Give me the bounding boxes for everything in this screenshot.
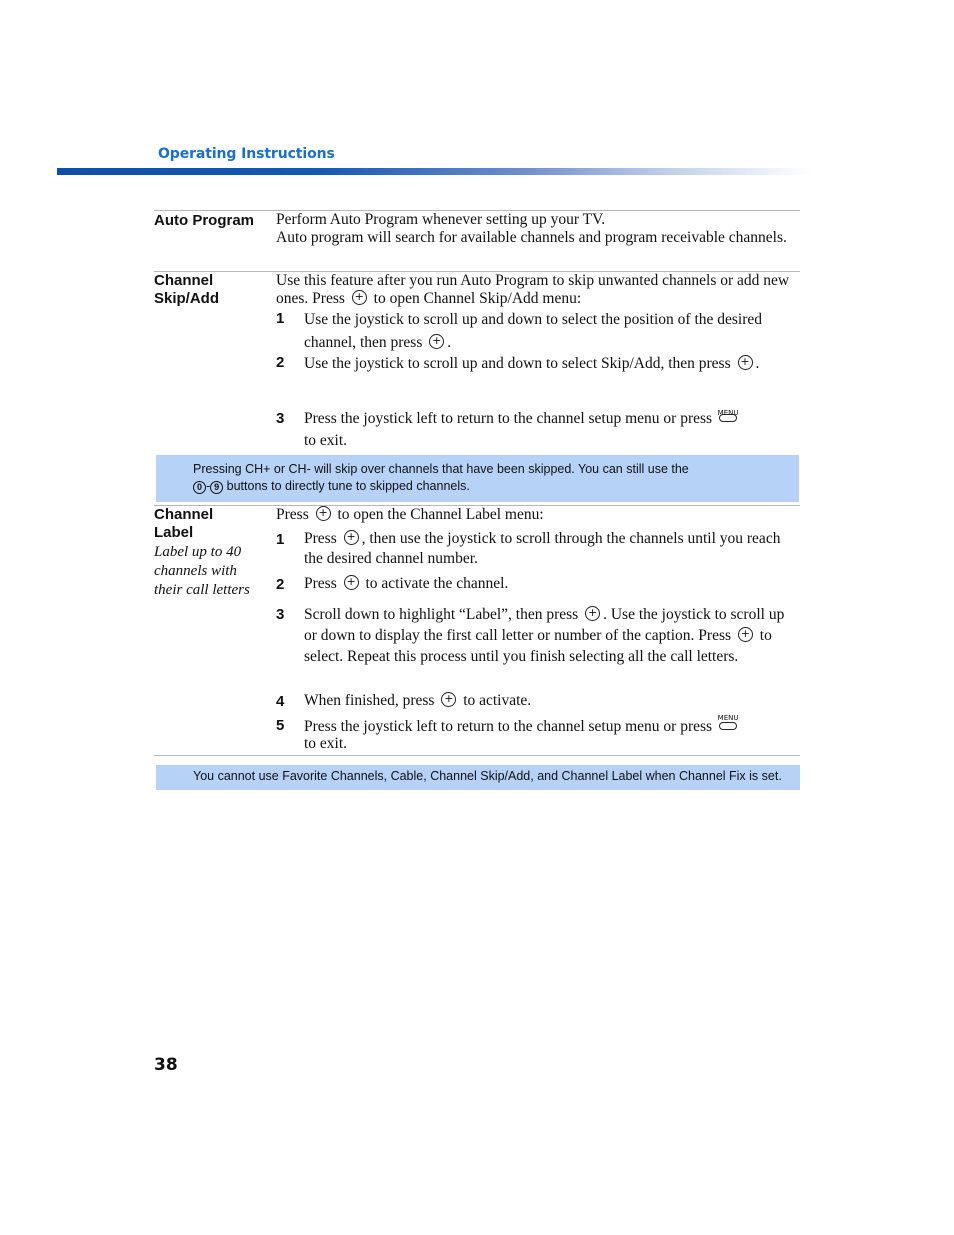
joystick-enter-icon: [585, 606, 600, 621]
step-text-part: to exit.: [304, 432, 348, 449]
section-title: Operating Instructions: [158, 146, 335, 162]
menu-icon-button: [719, 414, 737, 422]
menu-icon-label: MENU: [717, 409, 739, 417]
divider: [154, 755, 800, 756]
step-number: 3: [276, 410, 285, 427]
step-text-part: Use the joystick to scroll up and down to select the position of the desired channel, then press: [304, 311, 763, 351]
joystick-enter-icon: [316, 506, 331, 521]
joystick-enter-icon: [429, 334, 444, 349]
step-text-part: to exit.: [304, 735, 348, 752]
auto-program-line2: Auto program will search for available channels and program receivable channels.: [276, 229, 787, 246]
joystick-enter-icon: [738, 627, 753, 642]
joystick-enter-icon: [344, 575, 359, 590]
menu-icon-label: MENU: [717, 714, 739, 722]
note-box: [156, 455, 799, 502]
heading-line: Channel: [154, 506, 214, 523]
step-number: 3: [276, 606, 285, 623]
step-text: [304, 604, 792, 667]
channel-label-intro: [276, 506, 796, 524]
auto-program-text: [276, 211, 796, 247]
channel-label-heading: [154, 506, 213, 542]
step-number: 4: [276, 693, 285, 710]
step-text: [304, 408, 792, 452]
heading-line: Skip/Add: [154, 290, 220, 307]
step-number: 1: [276, 310, 285, 327]
note-dash: -: [206, 479, 211, 493]
step-text: [304, 692, 792, 710]
step-text-part: Use the joystick to scroll up and down to select Skip/Add, then press: [304, 355, 731, 372]
auto-program-line1: Perform Auto Program whenever setting up your TV.: [276, 211, 606, 228]
step-text-part: to activate.: [463, 692, 532, 709]
step-text: [304, 308, 792, 354]
menu-button-icon: [716, 716, 740, 734]
step-text-part: Scroll down to highlight “Label”, then press: [304, 606, 579, 623]
note-box: [156, 765, 800, 790]
heading-line: Label: [154, 524, 194, 541]
intro-text: to open the Channel Label menu:: [337, 506, 544, 523]
step-number: 1: [276, 531, 285, 548]
step-text-part: Press: [304, 575, 337, 592]
menu-button-icon: [716, 408, 740, 426]
step-text-part: Press the joystick left to return to the channel setup menu or press: [304, 718, 713, 735]
joystick-enter-icon: [738, 355, 753, 370]
step-number: 2: [276, 354, 285, 371]
menu-icon-button: [719, 722, 737, 730]
step-text-part: .: [447, 334, 452, 351]
channel-skip-add-intro: [276, 272, 796, 308]
step-number: 5: [276, 717, 285, 734]
step-text-part: .: [755, 355, 760, 372]
joystick-enter-icon: [352, 290, 367, 305]
auto-program-heading: Auto Program: [154, 212, 255, 229]
step-number: 2: [276, 576, 285, 593]
step-text-part: Press the joystick left to return to the channel setup menu or press: [304, 410, 713, 427]
note-text-part: buttons to directly tune to skipped channels.: [226, 479, 470, 493]
channel-skip-add-heading: [154, 272, 219, 308]
step-text-part: Press: [304, 530, 337, 547]
step-text: [304, 575, 792, 593]
heading-line: Channel: [154, 272, 214, 289]
step-text: [304, 716, 792, 752]
page-number: 38: [154, 1055, 178, 1075]
header-bar: [57, 168, 812, 175]
joystick-enter-icon: [344, 530, 359, 545]
step-text-part: to select. Repeat this process until you finish selecting all the call letters.: [304, 627, 772, 665]
intro-text: to open Channel Skip/Add menu:: [373, 290, 582, 307]
step-text-part: to activate the channel.: [365, 575, 509, 592]
step-text-part: . Use the joystick to scroll up or down to display the first call letter or number of the caption. Press: [304, 606, 785, 644]
note-text-part: Pressing CH+ or CH- will skip over channels that have been skipped. You can still use the: [193, 462, 689, 476]
intro-text: Press: [276, 506, 309, 523]
digit-0-button-icon: 0: [193, 481, 206, 494]
note-text: [193, 461, 783, 495]
channel-label-subtext: Label up to 40 channels with their call letters: [154, 544, 250, 598]
joystick-enter-icon: [441, 692, 456, 707]
step-text: [304, 529, 792, 569]
step-text-part: , then use the joystick to scroll through the channels until you reach the desired channel number.: [304, 530, 781, 567]
note-text: You cannot use Favorite Channels, Cable, Channel Skip/Add, and Channel Label when Channel Fix is set.: [193, 769, 782, 783]
intro-text: Use this feature after you run Auto Program to skip unwanted channels or add new ones. Press: [276, 272, 790, 307]
step-text-part: When finished, press: [304, 692, 435, 709]
digit-9-button-icon: 9: [210, 481, 223, 494]
step-text: [304, 352, 792, 375]
